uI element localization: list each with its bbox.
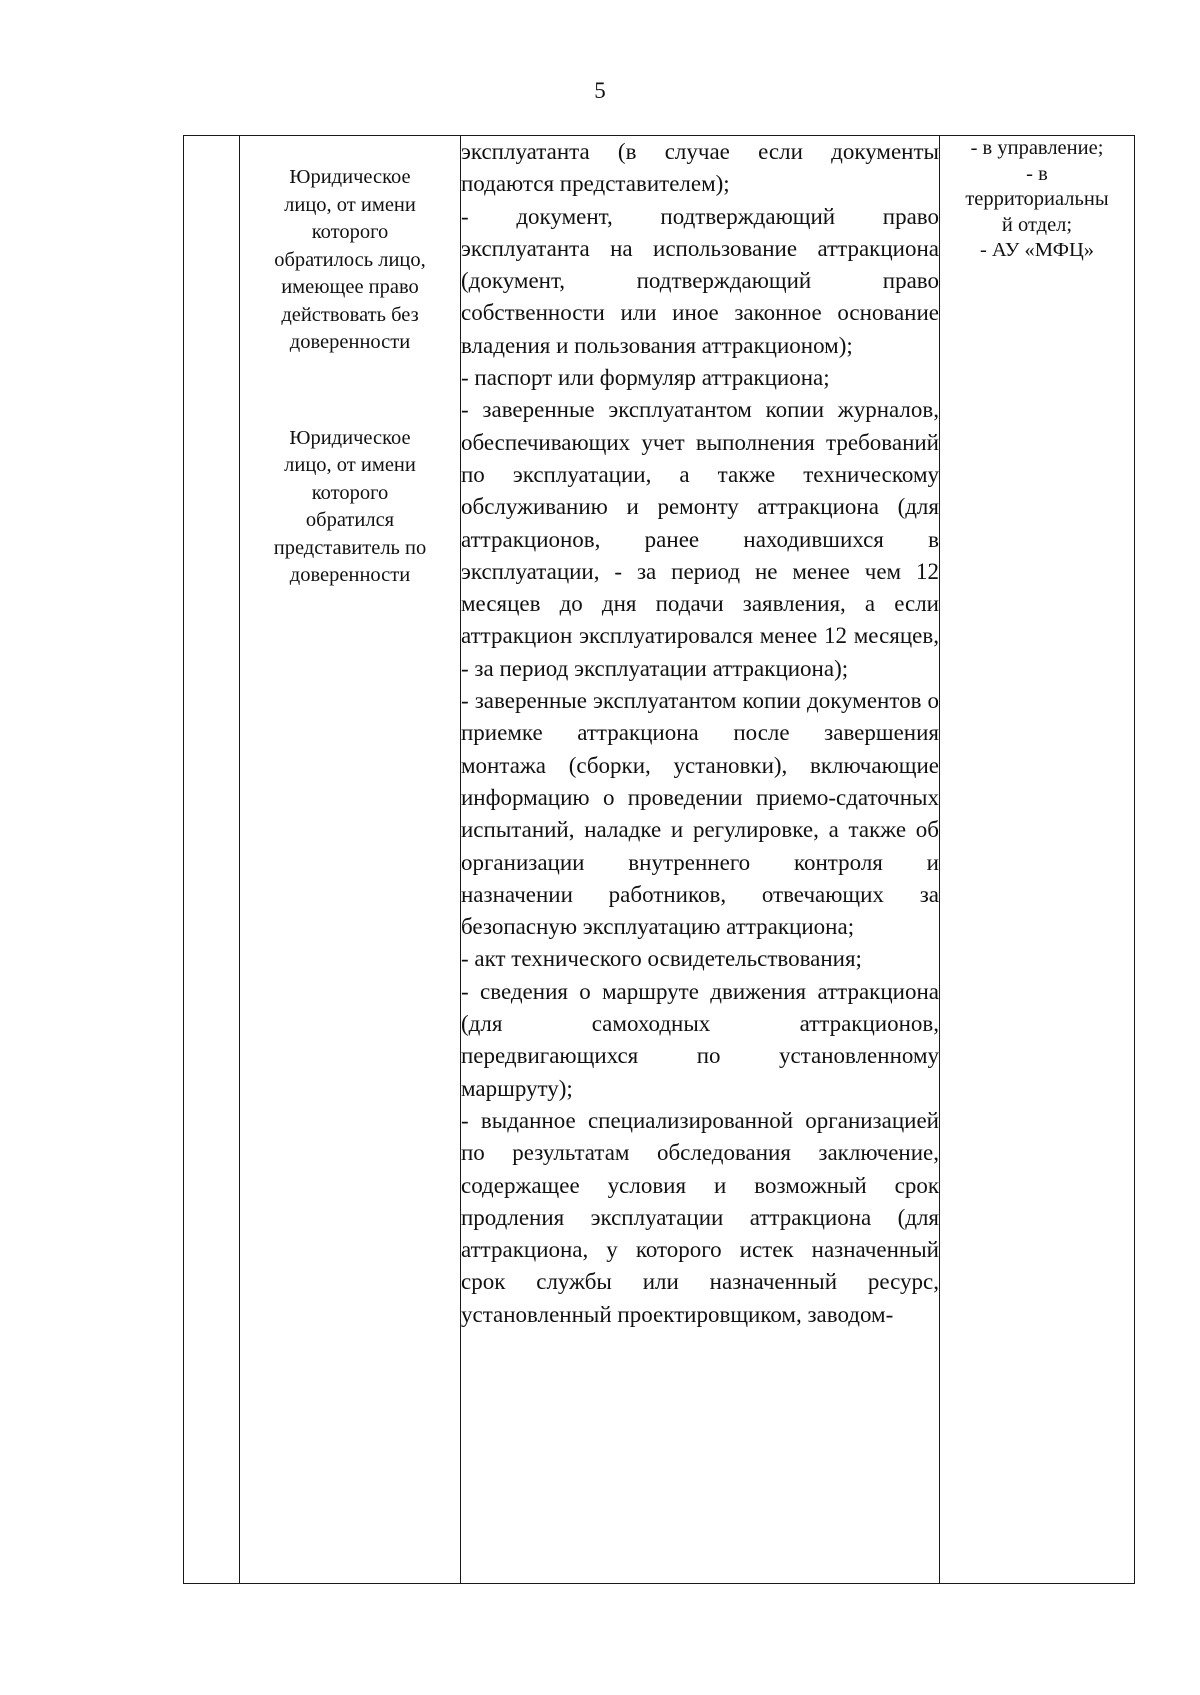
documents-cell <box>461 136 940 1584</box>
document-item: - акт технического освидетельствования; <box>461 946 862 972</box>
document-table <box>183 135 1135 1584</box>
submission-item: й отдел; <box>1001 213 1073 236</box>
number-cell <box>184 136 240 1584</box>
document-item: - заверенные эксплуатантом копии журналов, обеспечивающих учет выполнения требований по эксплуатации, а также техническому обслуживанию и ремонту аттракциона (для аттракционов, ранее находившихся в эксплуатации, - за период не менее чем 12 месяцев до дня подачи заявления, а если аттракцион эксплуатировался менее 12 месяцев, - за период эксплуатации аттракциона); <box>461 397 939 681</box>
submission-place-cell <box>940 136 1135 1584</box>
applicant-line: представитель по <box>273 536 427 559</box>
document-item: - паспорт или формуляр аттракциона; <box>461 365 830 391</box>
applicant-line: Юридическое <box>289 426 411 449</box>
applicant-line: действовать без <box>281 303 419 326</box>
applicant-category-direct <box>240 164 460 357</box>
applicant-line: лицо, от имени <box>284 193 416 216</box>
applicant-line: лицо, от имени <box>284 454 416 476</box>
applicant-line: доверенности <box>289 331 411 353</box>
document-item: - заверенные эксплуатантом копии документов о приемке аттракциона после завершения монтажа (сборки, установки), включающие информацию о проведении приемо-сдаточных испытаний, наладке и регулировке, а также об организации внутреннего контроля и назначении работников, отвечающих за безопасную эксплуатацию аттракциона; <box>461 688 939 940</box>
submission-item: - в <box>1026 162 1048 185</box>
document-item: - сведения о маршруте движения аттракциона (для самоходных аттракционов, передвигающихся по установленному маршруту); <box>461 978 939 1101</box>
table-row <box>184 136 1135 1584</box>
applicant-line: доверенности <box>289 564 411 586</box>
submission-item: территориальны <box>965 188 1109 210</box>
document-item: эксплуатанта (в случае если документы подаются представителем); <box>461 139 939 197</box>
document-item: - выданное специализированной организацией по результатам обследования заключение, содержащее условия и возможный срок продления эксплуатации аттракциона (для аттракциона, у которого истек назначенный срок службы или назначенный ресурс, установленный проектировщиком, заводом- <box>461 1107 939 1327</box>
submission-item: - в управление; <box>970 137 1104 159</box>
applicant-line: которого <box>311 221 389 243</box>
applicant-line: Юридическое <box>289 166 411 188</box>
page-number: 5 <box>594 78 606 103</box>
document-item: - документ, подтверждающий право эксплуатанта на использование аттракциона (документ, подтверждающий право собственности или иное законное основание владения и пользования аттракционом); <box>461 203 939 358</box>
submission-item: - АУ «МФЦ» <box>979 239 1095 261</box>
applicant-line: имеющее право <box>281 276 419 298</box>
applicant-cell <box>240 136 461 1584</box>
applicant-line: которого <box>311 481 389 504</box>
applicant-line: обратилось лицо, <box>274 248 426 271</box>
applicant-category-representative <box>240 425 460 590</box>
applicant-line: обратился <box>305 509 395 531</box>
